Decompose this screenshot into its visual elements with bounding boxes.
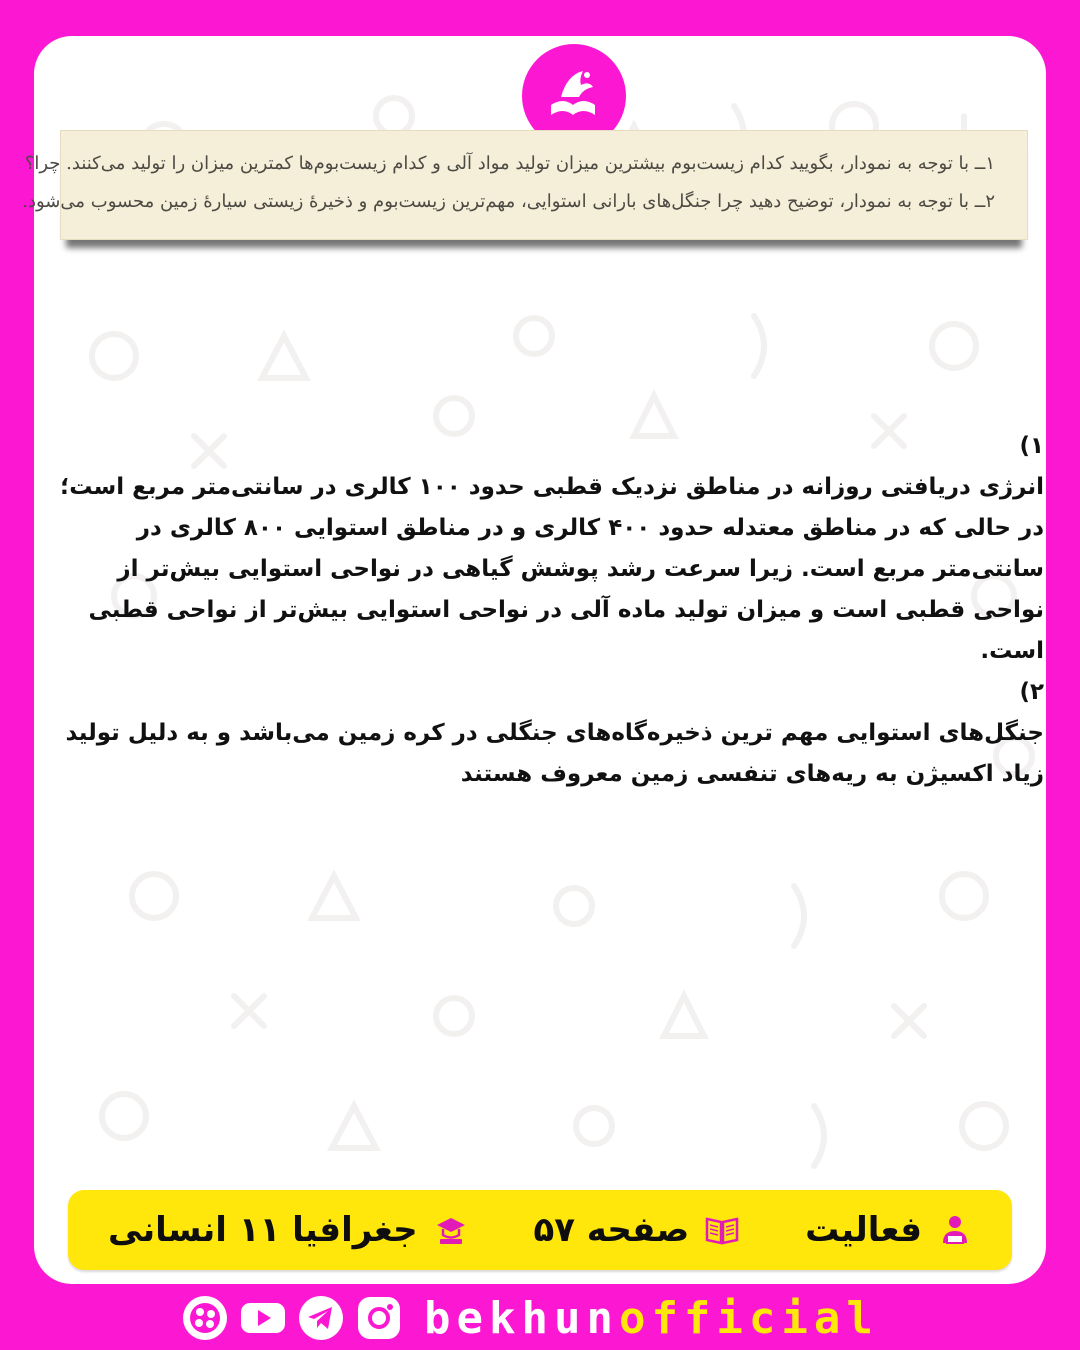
graduation-cap-icon xyxy=(434,1213,468,1247)
open-book-icon xyxy=(705,1213,739,1247)
instagram-link[interactable] xyxy=(354,1293,404,1343)
subject-label: جغرافیا ۱۱ انسانی xyxy=(108,1210,418,1250)
footer-social-bar xyxy=(180,1286,910,1350)
telegram-icon xyxy=(296,1293,346,1343)
brand-handle-official: official xyxy=(618,1292,879,1344)
textbook-question-1: ۱ــ با توجه به نمودار، بگویید کدام زیست‌بوم بیشترین میزان تولید مواد آلی و کدام زیست‌بوم‌ها کمترین میزان را تولید می‌کنند. چرا؟ xyxy=(24,153,995,174)
youtube-link[interactable] xyxy=(238,1293,288,1343)
bekhun-logo-icon xyxy=(539,61,609,131)
student-icon xyxy=(938,1213,972,1247)
brand-handle xyxy=(424,1293,879,1344)
instagram-icon xyxy=(354,1293,404,1343)
answer-2-label: ۲) xyxy=(1019,679,1044,705)
activity-tag xyxy=(805,1210,972,1250)
youtube-icon xyxy=(238,1293,288,1343)
telegram-link[interactable] xyxy=(296,1293,346,1343)
answer-2-text: جنگل‌های استوایی مهم ترین ذخیره‌گاه‌های جنگلی در کره زمین می‌باشد و به دلیل تولید زیاد اکسیژن به ریه‌های تنفسی زمین معروف هستند xyxy=(65,720,1044,787)
subject-tag xyxy=(108,1210,468,1250)
page-tag xyxy=(533,1210,739,1250)
activity-label: فعالیت xyxy=(805,1210,922,1250)
info-bar xyxy=(68,1190,1012,1270)
textbook-question-2: ۲ــ با توجه به نمودار، توضیح دهید چرا جنگل‌های بارانی استوایی، مهم‌ترین زیست‌بوم و ذخیرهٔ زیستی سیارهٔ زمین محسوب می‌شود. xyxy=(22,191,995,212)
answer-text xyxy=(60,426,1044,795)
aparat-icon xyxy=(180,1293,230,1343)
answer-1-label: ۱) xyxy=(1019,433,1044,459)
page-label: صفحه ۵۷ xyxy=(533,1210,690,1250)
brand-handle-bekhun: bekhun xyxy=(424,1292,619,1344)
answer-1-text: انرژی دریافتی روزانه در مناطق نزدیک قطبی حدود ۱۰۰ کالری در سانتی‌متر مربع است؛ در حالی که در مناطق معتدله حدود ۴۰۰ کالری و در مناطق استوایی ۸۰۰ کالری در سانتی‌متر مربع است. زیرا سرعت رشد پوشش گیاهی در نواحی استوایی بیش‌تر از نواحی قطبی است و میزان تولید ماده آلی در نواحی استوایی بیش‌تر از نواحی قطبی است. xyxy=(60,474,1044,664)
textbook-question-excerpt xyxy=(22,130,1028,240)
aparat-link[interactable] xyxy=(180,1293,230,1343)
